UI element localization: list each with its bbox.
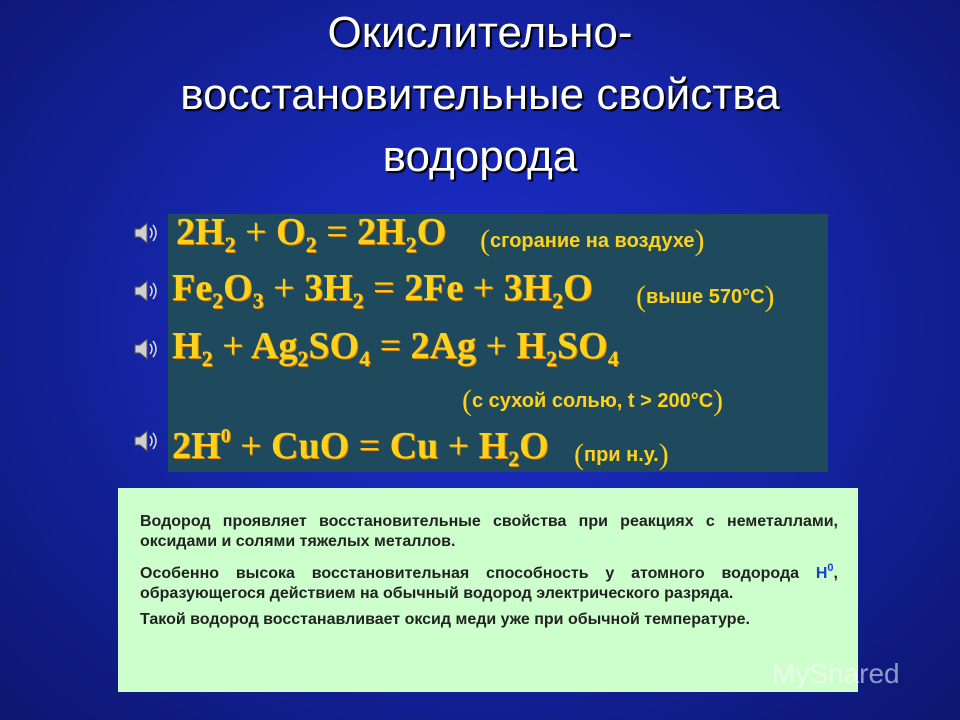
- slide-title: [0, 0, 960, 188]
- title-line-1: Окислительно-: [327, 8, 633, 57]
- equation-4-note: (при н.у.): [574, 438, 669, 471]
- info-paragraph-2: Особенно высока восстановительная способность у атомного водорода $H^0$, образующегося действием на обычный водород электрического разряда.: [140, 562, 838, 602]
- title-line-2: восстановительные свойства: [180, 70, 780, 119]
- speaker-icon[interactable]: [132, 220, 158, 246]
- equation-2-note: (выше 570°C): [636, 280, 775, 313]
- speaker-icon[interactable]: [132, 336, 158, 362]
- equation-2: $Fe_2O_3 + 3H_2 = 2Fe + 3H_2O$: [172, 267, 593, 313]
- equation-4: $2H^0$ + CuO = $Cu + H_2O$: [172, 425, 549, 471]
- speaker-icon[interactable]: [132, 278, 158, 304]
- equation-1-note: (сгорание на воздухе): [480, 224, 705, 257]
- equation-3: $H_2 + Ag_2SO_4 = 2Ag + H_2SO_4$: [172, 325, 619, 371]
- speaker-icon[interactable]: [132, 428, 158, 454]
- info-box: [118, 488, 858, 692]
- info-paragraph-1: Водород проявляет восстановительные свойства при реакциях с неметаллами, оксидами и солями тяжелых металлов.: [140, 513, 838, 550]
- equation-3-note: (с сухой солью, t > 200°C): [462, 384, 724, 417]
- watermark-text: MyShared: [772, 658, 900, 689]
- watermark-logo: [772, 658, 900, 690]
- equation-1: $2H_2 + O_2 = 2H_2O$: [176, 211, 447, 257]
- atomic-hydrogen-symbol: $H^0$: [815, 562, 834, 582]
- title-line-3: водорода: [382, 132, 578, 181]
- info-paragraph-3: Такой водород восстанавливает оксид меди уже при обычной температуре.: [140, 611, 750, 628]
